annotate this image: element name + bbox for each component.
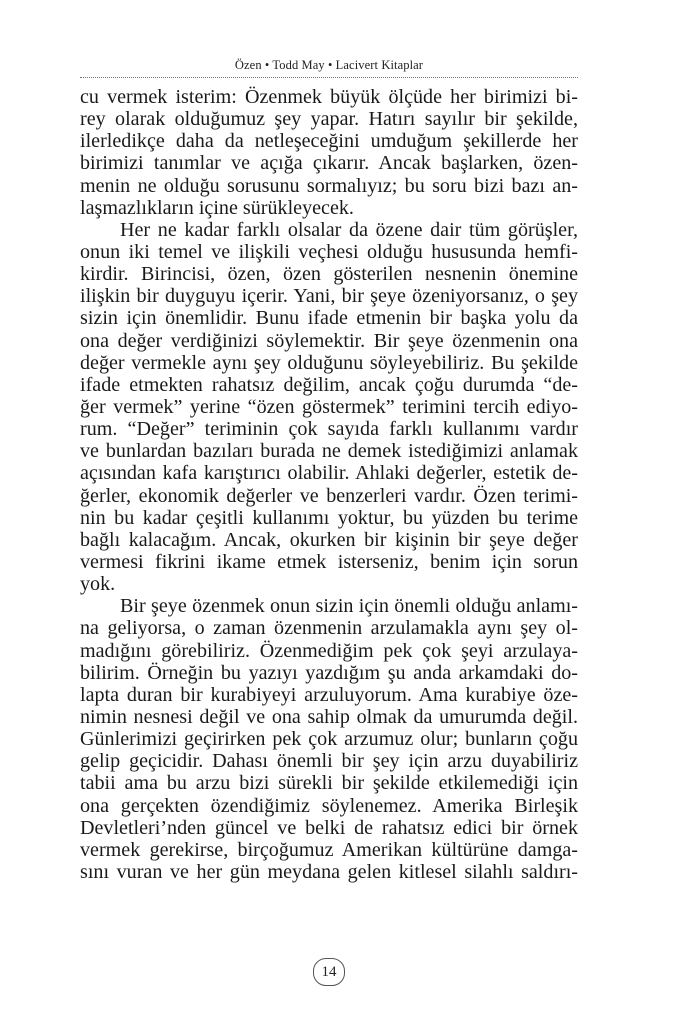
text-line: değer vermekle aynı şey olduğunu söyleyebiliriz. Bu şekilde <box>80 351 578 374</box>
text-line: ona gerçekten özendiğimiz söylenemez. Amerika Birleşik <box>80 794 578 817</box>
text-line: sizin için önemlidir. Bunu ifade etmenin bir başka yolu da <box>80 307 578 330</box>
text-line: ifade etmekten rahatsız değilim, ancak çoğu durumda “de- <box>80 373 578 396</box>
text-line: cu vermek isterim: Özenmek büyük ölçüde her birimizi bi- <box>80 86 578 108</box>
text-line: ilişkin bir duyguyu içerir. Yani, bir şeye özeniyorsanız, o şey <box>80 285 578 308</box>
text-line: lapta duran bir kurabiyeyi arzuluyorum. Ama kurabiye öze- <box>80 683 578 706</box>
text-line: menin ne olduğu sorusunu sormalıyız; bu soru bizi bazı an- <box>80 174 578 197</box>
text-line: rey olarak olduğumuz şey yapar. Hatırı sayılır bir şekilde, <box>80 108 578 131</box>
text-line: nin bu kadar çeşitli kullanımı yoktur, bu yüzden bu terime <box>80 506 578 529</box>
text-line: laşmazlıkların içine sürükleyecek. <box>80 196 354 219</box>
text-line: gelip geçicidir. Dahası önemli bir şey için arzu duyabiliriz <box>80 750 578 773</box>
text-line: ğer vermek” yerine “özen göstermek” terimini tercih ediyo- <box>80 395 578 418</box>
text-line: Devletleri’nden güncel ve belki de rahatsız edici bir örnek <box>80 816 578 839</box>
text-line: vermek gerekirse, birçoğumuz Amerikan kültürüne damga- <box>80 838 578 861</box>
text-line: rum. “Değer” teriminin çok sayıda farklı kullanımı vardır <box>80 418 578 441</box>
text-line: Bir şeye özenmek onun sizin için önemli olduğu anlamı- <box>120 595 578 618</box>
text-line: tabii ama bu arzu bizi sürekli bir şekilde etkilemediği için <box>80 772 578 795</box>
running-header: Özen • Todd May • Lacivert Kitaplar <box>234 58 424 72</box>
text-line: Günlerimizi geçirirken pek çok arzumuz olur; bunların çoğu <box>80 728 578 751</box>
text-line: madığını görebiliriz. Özenmediğim pek çok şeyi arzulaya- <box>80 639 578 662</box>
text-line: ve bunlardan bazıları burada ne demek istediğimizi anlamak <box>80 440 578 463</box>
text-line: ona değer verdiğinizi söylemektir. Bir şeye özenmenin ona <box>80 329 578 352</box>
text-line: ilerledikçe daha da netleşeceğini umduğum şekillerde her <box>80 130 578 153</box>
text-line: birimizi tanımlar ve açığa çıkarır. Ancak başlarken, özen- <box>80 152 578 175</box>
header-divider <box>80 77 578 78</box>
text-line: ğerler, ekonomik değerler ve benzerleri vardır. Özen terimi- <box>80 484 578 507</box>
text-line: kirdir. Birincisi, özen, özen gösterilen nesnenin önemine <box>80 263 578 286</box>
text-line: Her ne kadar farklı olsalar da özene dair tüm görüşler, <box>120 218 578 241</box>
text-line: bilirim. Örneğin bu yazıyı yazdığım şu anda arkamdaki do- <box>80 661 578 684</box>
text-line: yok. <box>80 573 116 596</box>
text-line: sını vuran ve her gün meydana gelen kitlesel silahlı saldırı- <box>80 860 578 883</box>
page-number: 14 <box>313 958 345 986</box>
text-line: bağlı kalacağım. Ancak, okurken bir kişinin bir şeye değer <box>80 528 578 551</box>
text-line: onun iki temel ve ilişkili veçhesi olduğu hususunda hemfi- <box>80 240 578 263</box>
text-line: nimin nesnesi değil ve ona sahip olmak da umurumda değil. <box>80 705 578 728</box>
body-text <box>80 86 578 883</box>
text-line: açısından kafa karıştırıcı olabilir. Ahlaki değerler, estetik de- <box>80 462 578 485</box>
text-line: vermesi fikrini ikame etmek isterseniz, benim için sorun <box>80 550 578 573</box>
text-line: na geliyorsa, o zaman özenmenin arzulamakla aynı şey ol- <box>80 617 578 640</box>
